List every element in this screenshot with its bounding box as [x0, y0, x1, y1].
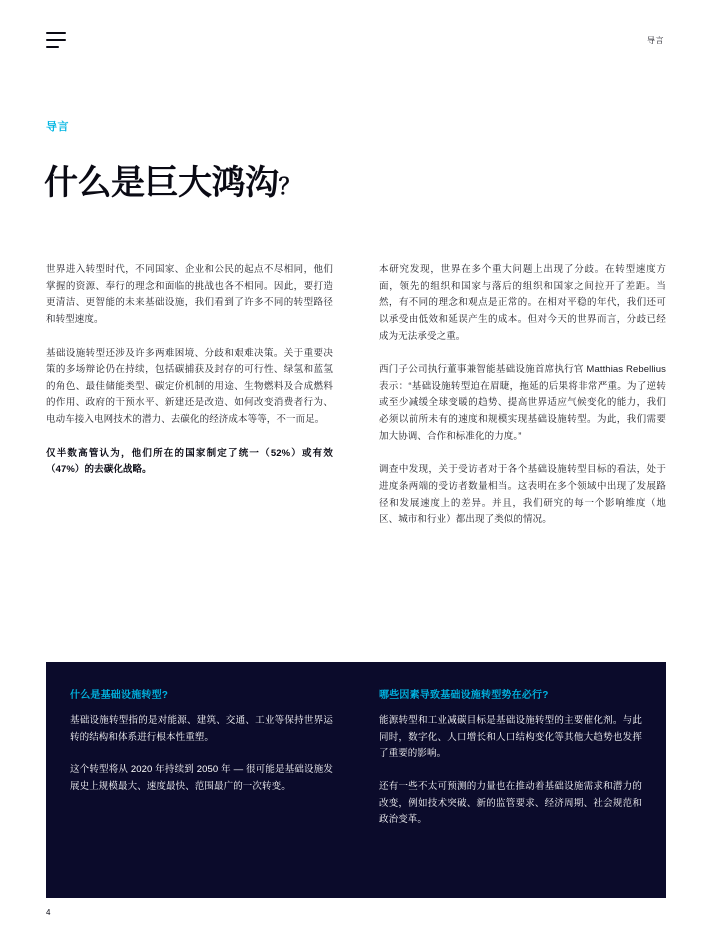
hamburger-menu-icon[interactable]: [46, 32, 66, 48]
info-panel-right-heading: 哪些因素导致基础设施转型势在必行?: [379, 690, 549, 701]
body-right-column: [379, 262, 666, 546]
page-title-text: 什么是巨大鸿沟: [44, 163, 279, 202]
paragraph: 基础设施转型指的是对能源、建筑、交通、工业等保持世界运转的结构和体系进行根本性重塑。: [70, 715, 333, 743]
body-columns: [46, 262, 666, 546]
paragraph-highlight: 仅半数高管认为，他们所在的国家制定了统一（52%）或有效（47%）的去碳化战略。: [46, 447, 333, 476]
paragraph: 还有一些不太可预测的力量也在推动着基础设施需求和潜力的改变，例如技术突破、新的监管要求、经济周期、社会规范和政治变革。: [379, 780, 642, 826]
section-eyebrow: 导言: [46, 121, 69, 133]
info-panel: [46, 662, 666, 898]
paragraph: 这个转型将从 2020 年持续到 2050 年 — 很可能是基础设施发展史上规模最大、速度最快、范围最广的一次转变。: [70, 764, 333, 792]
hamburger-line: [46, 46, 59, 48]
page-title-suffix: ？: [278, 173, 301, 199]
paragraph: 能源转型和工业减碳目标是基础设施转型的主要催化剂。与此同时，数字化、人口增长和人口结构变化等其他大趋势也发挥了重要的影响。: [379, 715, 642, 760]
paragraph: 西门子公司执行董事兼智能基础设施首席执行官 Matthias Rebellius 表示：“基础设施转型迫在眉睫，拖延的后果将非常严重。为了逆转或至少减缓全球变暖的趋势、提高世界适应气候变化的能力，我们必须以前所未有的速度和规模实现基础设施转型。为此，我们需要加大协调、合作和标准化的力度。”: [379, 364, 666, 442]
info-panel-right: [379, 688, 642, 845]
info-panel-left: [70, 688, 333, 845]
hamburger-line: [46, 39, 66, 41]
paragraph: 基础设施转型还涉及许多两难困境、分歧和艰难决策。关于重要决策的多场辩论仍在持续，包括碳捕获及封存的可行性、绿氢和蓝氢的角色、最佳储能类型、碳定价机制的用途、生物燃料及合成燃料的作用、政府的干预水平、新建还是改造、如何改变消费者行为、电动车接入电网技术的潜力、去碳化的经济成本等等，不一而足。: [46, 347, 333, 425]
page-number: 4: [46, 908, 51, 917]
paragraph: 调查中发现，关于受访者对于各个基础设施转型目标的看法，处于进度条两端的受访者数量相当。这表明在多个领域中出现了发展路径和发展速度上的差异。并且，我们研究的每一个影响维度（地区、城市和行业）都出现了类似的情况。: [379, 464, 666, 526]
paragraph: 世界进入转型时代，不同国家、企业和公民的起点不尽相同，他们掌握的资源、奉行的理念和面临的挑战也各不相同。因此，要打造更清洁、更智能的未来基础设施，我们看到了许多不同的转型路径和转型速度。: [46, 264, 333, 325]
info-panel-left-heading: 什么是基础设施转型?: [70, 690, 169, 701]
page-title: [44, 163, 300, 204]
paragraph: 本研究发现，世界在多个重大问题上出现了分歧。在转型速度方面，领先的组织和国家与落后的组织和国家之间拉开了差距。当然，有不同的理念和观点是正常的。在相对平稳的年代，我们还可以承受由低效和延误产生的成本。但对今天的世界而言，分歧已经成为无法承受之重。: [379, 264, 666, 342]
info-panel-inner: [46, 662, 666, 845]
header-section-label: 导言: [647, 36, 664, 45]
body-left-column: [46, 262, 333, 546]
page-header: [0, 0, 710, 82]
hamburger-line: [46, 32, 66, 34]
